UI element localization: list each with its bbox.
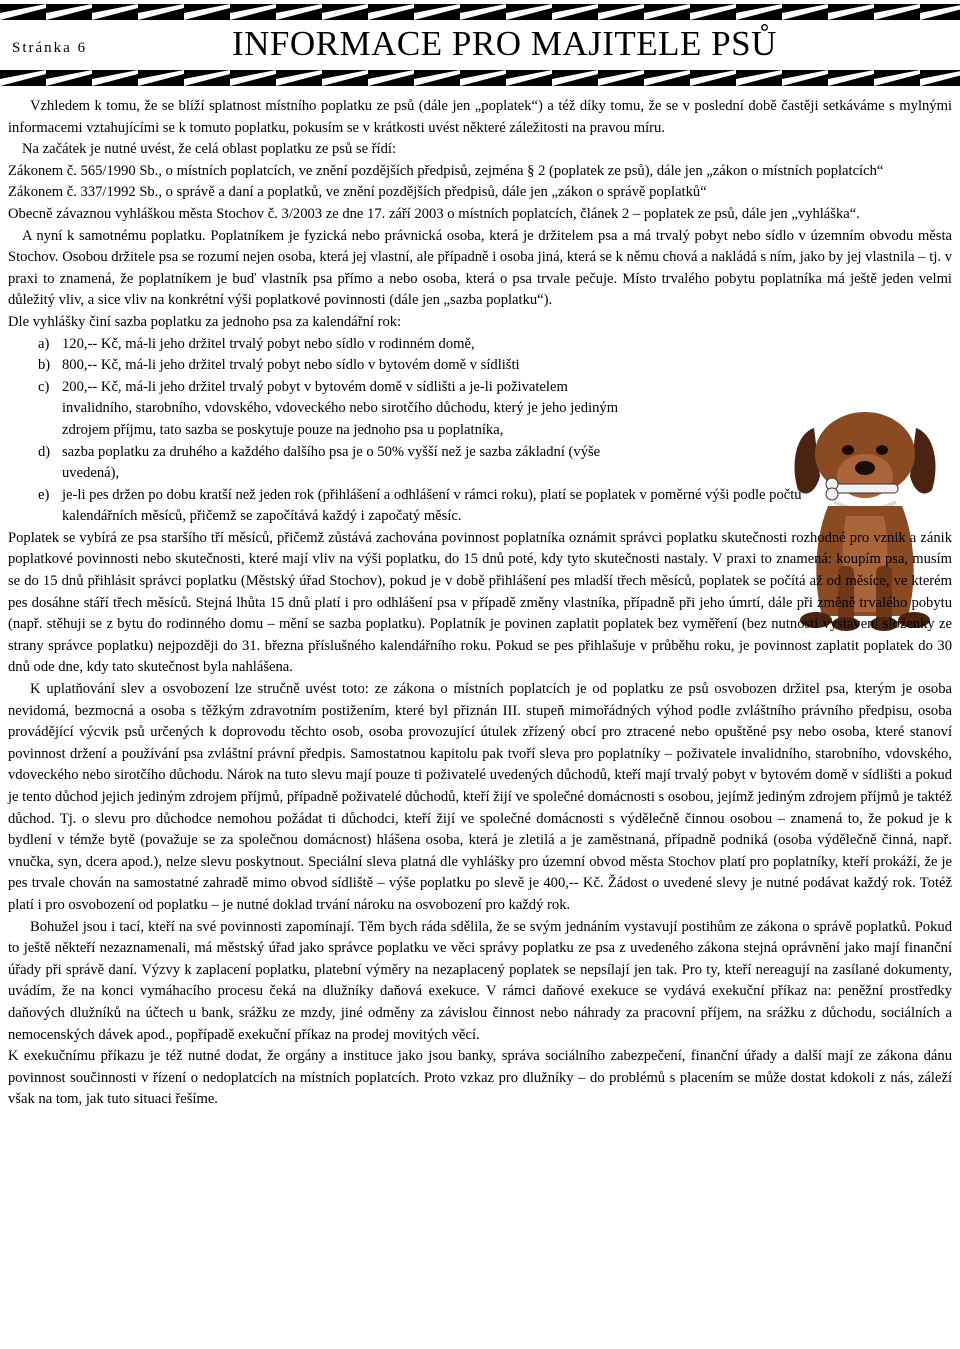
sawtooth-band-icon <box>0 4 960 20</box>
paragraph-intro: Vzhledem k tomu, že se blíží splatnost místního poplatku ze psů (dále jen „poplatek“) a též díky tomu, že se v poslední době častěji setkáváme s mylnými informacemi vztahujícími se k tomuto poplatku, pokusím se v krátkosti uvést některé záležitosti na pravou míru. <box>8 98 952 136</box>
list-marker: e) <box>38 486 50 503</box>
list-item-text: 800,-- Kč, má-li jeho držitel trvalý pobyt nebo sídlo v bytovém domě v sídlišti <box>62 357 520 374</box>
list-item <box>8 334 628 356</box>
paragraph-legal-intro: Na začátek je nutné uvést, že celá oblast poplatku ze psů se řídí: <box>22 141 397 158</box>
list-item <box>8 355 628 377</box>
list-marker: c) <box>38 378 50 395</box>
paragraph-enforcement: Bohužel jsou i tací, kteří na své povinnosti zapomínají. Těm bych ráda sdělila, že se svým jednáním vystavují postihům ze zákona o správě poplatků. Pokud to ještě někteří nezaznamenali, má městský úřad jako správce poplatku ve věci správy poplatku ze psa z uvedeného zákona stejná oprávnění jako mají finanční úřady při správě daní. Výzvy k zaplacení poplatku, platební výměry na nezaplacený poplatek se nepsílají jen tak. Pro ty, kteří nereagují na zasílané dokumenty, uvádím, že na konci vymáhacího procesu čeká na dlužníky daňová exekuce. V rámci daňové exekuce se vydává exekuční příkaz na: peněžní prostředky daňových dlužníků na účtech u bank, srážku ze mzdy, jiné odměny za závislou činnost nebo náhrady za pracovní příjem, na srážku z důchodu, sociálních a nemocenských dávek apod., popřípadě exekuční příkaz na prodej movitých věcí. <box>8 918 952 1043</box>
page-title: INFORMACE PRO MAJITELE PSŮ <box>232 24 777 63</box>
list-item <box>8 442 628 485</box>
paragraph-law-337: Zákonem č. 337/1992 Sb., o správě a daní a poplatků, ve znění pozdějších předpisů, dále jen „zákon o správě poplatků“ <box>8 184 707 201</box>
list-marker: b) <box>38 357 51 374</box>
list-item-text: sazba poplatku za druhého a každého dalšího psa je o 50% vyšší než je sazba základní (výše uvedená), <box>62 443 601 482</box>
list-item <box>8 377 628 442</box>
paragraph-decree: Obecně závaznou vyhláškou města Stochov č. 3/2003 ze dne 17. září 2003 o místních poplatcích, článek 2 – poplatek ze psů, dále jen „vyhláška“. <box>8 205 860 222</box>
paragraph-discounts: K uplatňování slev a osvobození lze stručně uvést toto: ze zákona o místních poplatcích je od poplatku ze psů osvobozen držitel psa, kterým je osoba nevidomá, bezmocná a osoba s těžkým zdravotním postižením, které byl přiznán III. stupeň mimořádných výhod podle zvláštního právního předpisu, osoba provádějící výcvik psů určených k doprovodu těchto osob, osoba provozující útulek zřízený obcí pro ztracené nebo opuštěné psy nebo osoba, které stanoví povinnost držení a používání psa zvláštní právní předpis. Samostatnou kapitolu pak tvoří sleva pro poplatníky – poživatele invalidního, starobního, vdovského, vdoveckého nebo sirotčího důchodu. Nárok na tuto slevu mají pouze ti poživatelé uvedených důchodů, kteří mají trvalý pobyt v bytovém domě v sídlišti a pokud je tento důchod jejich jediným zdrojem příjmů, případně poživatelé důchodů, kteří žijí ve společné domácnosti s osobou, jejímž jediným zdrojem příjmů je taktéž důchod. Tj. o slevu pro důchodce nemohou požádat ti důchodci, kteří žijí ve společné domácnosti s výdělečně činnou osobou – znamená to, že pokud je k bydlení v témže bytě (považuje se za společnou domácnost) hlášena osoba, která je zletilá a je zaměstnaná, případně podniká (osoba výdělečně činná, např. vnučka, syn, dcera apod.), nelze slevu poskytnout. Speciální sleva platná dle vyhlášky pro územní obvod města Stochov platí pro poplatníky, kteří prokáží, že je pes trvale chován na samostatné zahradě mimo obvod sídliště – výše poplatku po slevě je 400,-- Kč. Žádost o uvedené slevy je nutné podávat každý rok. Totéž platí i pro osvobození od poplatku – je nutné doklad trvání nároku na osvobození pro každý rok. <box>8 681 952 913</box>
paragraph-registration: Poplatek se vybírá ze psa staršího tří měsíců, přičemž zůstává zachována povinnost poplatníka oznámit správci poplatku skutečnosti rozhodné pro vznik a zánik poplatkové povinnosti nebo skutečnosti, které mají vliv na výši poplatku, do 15 dnů poté, kdy tyto skutečnosti nastaly. V praxi to znamená: koupím psa, musím se do 15 dnů přihlásit správci poplatku (Městský úřad Stochov), pokud je v době přihlášení pes mladší třech měsíců, poplatek se počítá až od měsíce, ve kterém pes dosáhne stáří třech měsíců. Stejná lhůta 15 dnů platí i pro odhlášení psa v případě změny vlastníka, případně při jeho úmrtí, dále při změně trvalého pobytu (např. stěhuji se z bytu do rodinného domu – mění se sazba poplatku). Poplatník je povinen zaplatit poplatek bez vyměření (bez nutnosti vystavení složenky ze strany správce poplatku) nejpozději do 31. března příslušného kalendářního roku. Pokud se pes přihlašuje v průběhu roku, je povinnost zaplatit poplatek do 30 dnů ode dne, kdy tato skutečnost byla nahlášena. <box>8 529 952 676</box>
article-body <box>8 96 952 1111</box>
list-item-text: 120,-- Kč, má-li jeho držitel trvalý pobyt nebo sídlo v rodinném domě, <box>62 335 475 352</box>
paragraph-law-565: Zákonem č. 565/1990 Sb., o místních poplatcích, ve znění pozdějších předpisů, zejména § 2 (poplatek ze psů), dále jen „zákon o místních poplatcích“ <box>8 162 884 179</box>
paragraph-payer: A nyní k samotnému poplatku. Poplatníkem je fyzická nebo právnická osoba, která je držitelem psa a má trvalý pobyt nebo sídlo v územním obvodu města Stochov. Osobou držitele psa se rozumí nejen osoba, která jej vlastní, ale případně i osoba jiná, která se k němu chová a nakládá s ním, jako by jej vlastnila – tj. v praxi to znamená, že poplatníkem je buď vlastník psa přímo a nebo osoba, která o psa trvale pečuje. Místo trvalého pobytu poplatníka má ještě jeden velmi důležitý vliv, a sice vliv na konkrétní výši poplatkové povinnosti (dále jen „sazba poplatku“). <box>8 227 952 309</box>
paragraph-rates-intro: Dle vyhlášky činí sazba poplatku za jednoho psa za kalendářní rok: <box>8 313 402 330</box>
paragraph-execution: K exekučnímu příkazu je též nutné dodat, že orgány a instituce jako jsou banky, správa sociálního zabezpečení, finanční úřady a další mají ze zákona dánu povinnost součinnosti v řízení o nedoplatcích na místních poplatcích. Proto vzkaz pro dlužníky – do problémů s placením se může dostat kdokoli z nás, záleží však na tom, jak tuto situaci řešíme. <box>8 1048 952 1108</box>
page-header <box>0 0 960 92</box>
list-marker: a) <box>38 335 50 352</box>
list-item-text: 200,-- Kč, má-li jeho držitel trvalý pobyt v bytovém domě v sídlišti a je-li poživatelem invalidního, starobního, vdovského, vdoveckého nebo sirotčího důchodu, který je jeho jediným zdrojem příjmu, tato sazba se poskytuje pouze na jednoho psa u poplatníka, <box>62 378 619 438</box>
list-marker: d) <box>38 443 51 460</box>
rates-list <box>8 334 952 528</box>
list-item-text: je-li pes držen po dobu kratší než jeden rok (přihlášení a odhlášení v rámci roku), platí se poplatek v poměrné výši podle počtu kalendářních měsíců, přičemž se započítává každý i započatý měsíc. <box>62 486 802 525</box>
page-number-label: Stránka 6 <box>12 40 88 56</box>
sawtooth-band-icon <box>0 70 960 86</box>
list-item <box>8 485 810 528</box>
